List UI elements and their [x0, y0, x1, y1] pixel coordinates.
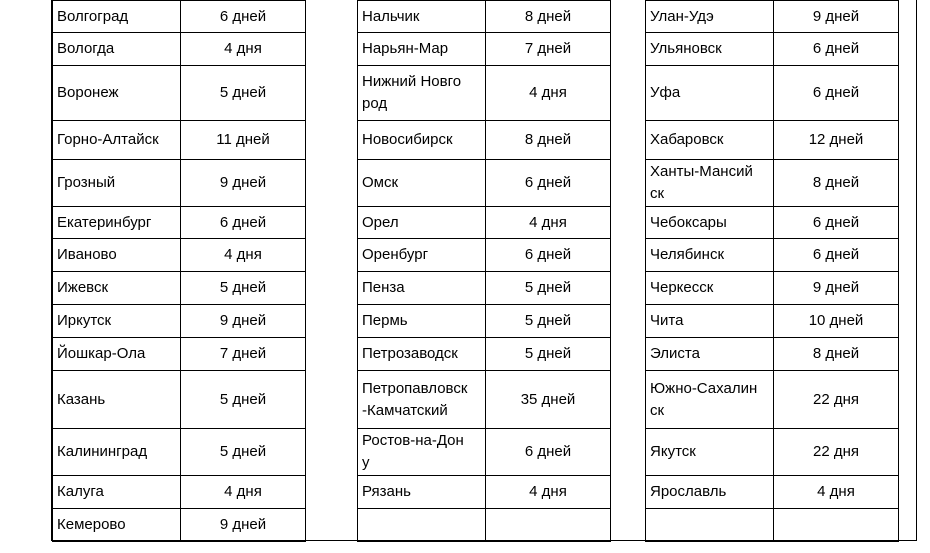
- table-row: [646, 429, 899, 476]
- delivery-days-cell: 5 дней: [486, 305, 611, 338]
- city-cell: Ростов-на-Дон у: [358, 429, 486, 476]
- city-cell: Нижний Новго род: [358, 66, 486, 121]
- delivery-days-cell: 12 дней: [774, 121, 899, 160]
- city-cell: Новосибирск: [358, 121, 486, 160]
- delivery-days-cell: 6 дней: [486, 160, 611, 207]
- table-row: [646, 207, 899, 239]
- table-row: [646, 305, 899, 338]
- table-row: [358, 207, 611, 239]
- delivery-days-cell: 9 дней: [181, 160, 306, 207]
- delivery-days-cell: 5 дней: [181, 429, 306, 476]
- delivery-days-cell: 5 дней: [486, 338, 611, 371]
- table-row: [358, 429, 611, 476]
- city-cell: Ханты-Мансий ск: [646, 160, 774, 207]
- city-cell: Орел: [358, 207, 486, 239]
- delivery-table-column-2: [357, 0, 611, 542]
- delivery-days-cell: 6 дней: [774, 33, 899, 66]
- table-row: [53, 509, 306, 542]
- table-row: [53, 239, 306, 272]
- table-row: [358, 476, 611, 509]
- table-row: [646, 509, 899, 542]
- delivery-table-3: [645, 0, 899, 542]
- table-row: [53, 33, 306, 66]
- delivery-days-cell: 10 дней: [774, 305, 899, 338]
- delivery-days-cell: 4 дня: [181, 33, 306, 66]
- delivery-days-cell: 4 дня: [181, 476, 306, 509]
- delivery-days-cell: 5 дней: [181, 66, 306, 121]
- city-cell: Петрозаводск: [358, 338, 486, 371]
- city-cell: Пермь: [358, 305, 486, 338]
- table-row: [53, 121, 306, 160]
- city-cell: Казань: [53, 371, 181, 429]
- table-row: [646, 66, 899, 121]
- city-cell: Грозный: [53, 160, 181, 207]
- city-cell: Южно-Сахалин ск: [646, 371, 774, 429]
- table-row: [646, 272, 899, 305]
- delivery-table-2: [357, 0, 611, 542]
- table-row: [53, 476, 306, 509]
- city-cell: Якутск: [646, 429, 774, 476]
- city-cell: Кемерово: [53, 509, 181, 542]
- city-cell: [646, 509, 774, 542]
- city-cell: Екатеринбург: [53, 207, 181, 239]
- delivery-days-cell: 9 дней: [181, 305, 306, 338]
- city-cell: [358, 509, 486, 542]
- delivery-days-cell: 4 дня: [486, 476, 611, 509]
- table-row: [646, 338, 899, 371]
- delivery-days-cell: 22 дня: [774, 371, 899, 429]
- city-cell: Ульяновск: [646, 33, 774, 66]
- city-cell: Иркутск: [53, 305, 181, 338]
- table-row: [358, 272, 611, 305]
- table-row: [53, 338, 306, 371]
- city-cell: Волгоград: [53, 1, 181, 33]
- table-row: [358, 338, 611, 371]
- table-row: [53, 305, 306, 338]
- city-cell: Йошкар-Ола: [53, 338, 181, 371]
- delivery-days-cell: 5 дней: [486, 272, 611, 305]
- delivery-days-cell: 8 дней: [486, 1, 611, 33]
- document-frame: [51, 0, 917, 541]
- table-row: [646, 476, 899, 509]
- city-cell: Петропавловск -Камчатский: [358, 371, 486, 429]
- table-row: [53, 207, 306, 239]
- delivery-days-cell: 6 дней: [774, 207, 899, 239]
- city-cell: Хабаровск: [646, 121, 774, 160]
- delivery-days-cell: 4 дня: [486, 66, 611, 121]
- delivery-days-cell: 6 дней: [181, 1, 306, 33]
- table-row: [646, 371, 899, 429]
- city-cell: Чебоксары: [646, 207, 774, 239]
- delivery-days-cell: 22 дня: [774, 429, 899, 476]
- table-row: [646, 121, 899, 160]
- delivery-days-cell: 9 дней: [181, 509, 306, 542]
- delivery-days-cell: [486, 509, 611, 542]
- city-cell: Калининград: [53, 429, 181, 476]
- table-row: [53, 371, 306, 429]
- table-row: [358, 305, 611, 338]
- table-row: [358, 371, 611, 429]
- city-cell: Элиста: [646, 338, 774, 371]
- delivery-days-cell: 4 дня: [181, 239, 306, 272]
- table-row: [358, 1, 611, 33]
- table-row: [53, 160, 306, 207]
- city-cell: Воронеж: [53, 66, 181, 121]
- delivery-days-cell: 4 дня: [486, 207, 611, 239]
- delivery-days-cell: 7 дней: [486, 33, 611, 66]
- city-cell: Черкесск: [646, 272, 774, 305]
- city-cell: Рязань: [358, 476, 486, 509]
- city-cell: Улан-Удэ: [646, 1, 774, 33]
- table-row: [646, 239, 899, 272]
- city-cell: Иваново: [53, 239, 181, 272]
- city-cell: Калуга: [53, 476, 181, 509]
- city-cell: Челябинск: [646, 239, 774, 272]
- delivery-days-cell: 9 дней: [774, 1, 899, 33]
- delivery-table-column-3: [645, 0, 899, 542]
- delivery-days-cell: 35 дней: [486, 371, 611, 429]
- city-cell: Ижевск: [53, 272, 181, 305]
- city-cell: Нарьян-Мар: [358, 33, 486, 66]
- delivery-table-column-1: [52, 0, 306, 542]
- city-cell: Пенза: [358, 272, 486, 305]
- table-row: [358, 121, 611, 160]
- table-row: [53, 429, 306, 476]
- table-row: [646, 33, 899, 66]
- city-cell: Оренбург: [358, 239, 486, 272]
- table-row: [646, 160, 899, 207]
- delivery-days-cell: 6 дней: [774, 239, 899, 272]
- delivery-days-cell: 9 дней: [774, 272, 899, 305]
- table-row: [53, 66, 306, 121]
- table-row: [358, 33, 611, 66]
- delivery-days-cell: [774, 509, 899, 542]
- delivery-days-cell: 5 дней: [181, 371, 306, 429]
- city-cell: Вологда: [53, 33, 181, 66]
- table-row: [53, 272, 306, 305]
- delivery-days-cell: 4 дня: [774, 476, 899, 509]
- table-row: [358, 66, 611, 121]
- table-row: [646, 1, 899, 33]
- delivery-days-cell: 8 дней: [486, 121, 611, 160]
- table-row: [53, 1, 306, 33]
- delivery-days-cell: 5 дней: [181, 272, 306, 305]
- city-cell: Омск: [358, 160, 486, 207]
- city-cell: Горно-Алтайск: [53, 121, 181, 160]
- table-row: [358, 160, 611, 207]
- delivery-days-cell: 6 дней: [486, 429, 611, 476]
- city-cell: Уфа: [646, 66, 774, 121]
- delivery-days-cell: 7 дней: [181, 338, 306, 371]
- delivery-days-cell: 8 дней: [774, 338, 899, 371]
- table-row: [358, 239, 611, 272]
- delivery-days-cell: 6 дней: [181, 207, 306, 239]
- delivery-table-1: [52, 0, 306, 542]
- city-cell: Ярославль: [646, 476, 774, 509]
- delivery-days-cell: 6 дней: [486, 239, 611, 272]
- delivery-days-cell: 8 дней: [774, 160, 899, 207]
- city-cell: Чита: [646, 305, 774, 338]
- city-cell: Нальчик: [358, 1, 486, 33]
- delivery-days-cell: 6 дней: [774, 66, 899, 121]
- table-row: [358, 509, 611, 542]
- delivery-days-cell: 11 дней: [181, 121, 306, 160]
